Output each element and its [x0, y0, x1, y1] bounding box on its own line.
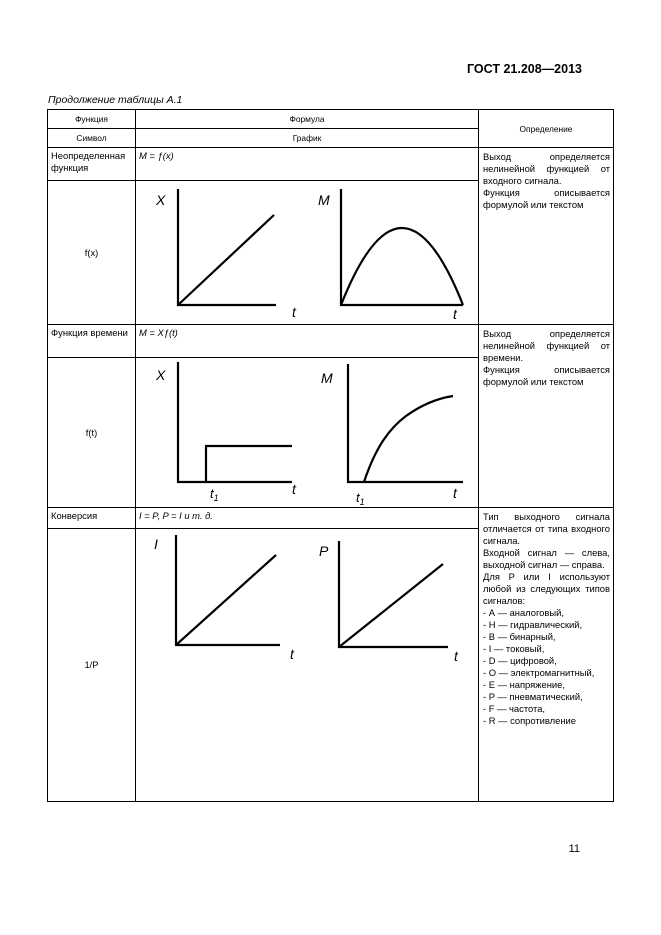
x-axis-label: t [292, 304, 296, 320]
linear-curve [178, 215, 274, 305]
table-row [48, 325, 614, 358]
definition-line: Выход определяется нелинейной функцией от входного сигнала. [483, 151, 610, 186]
definition-line: Функция описывается формулой или текстом [483, 187, 610, 210]
definition-line: - А — аналоговый, [483, 607, 564, 618]
graph-linear [154, 535, 295, 662]
header-formula: Формула [136, 110, 479, 129]
graph-linear [319, 541, 459, 664]
graph-panel [136, 529, 479, 801]
function-name: Функция времени [48, 325, 136, 358]
axes [176, 535, 280, 645]
step-curve [206, 446, 292, 482]
y-axis-label: M [318, 192, 330, 208]
graph-cell [136, 358, 479, 508]
formula: I = P, P = I и т. д. [136, 508, 479, 529]
function-name: Конверсия [48, 508, 136, 529]
standard-code: ГОСТ 21.208—2013 [466, 62, 582, 76]
definition-line: - R — сопротивление [483, 715, 576, 726]
tick-label: $t_1$ [210, 486, 219, 503]
definition-line: - D — цифровой, [483, 655, 557, 666]
definition-line: Тип выходного сигнала отличается от типа входного сигнала. [483, 511, 610, 546]
formula: M = Xƒ(t) [136, 325, 479, 358]
y-axis-label: P [319, 543, 329, 559]
definition-line: - E — напряжение, [483, 679, 565, 690]
tick-label: $t_1$ [356, 490, 365, 507]
axes [339, 541, 448, 647]
graph-parabola [318, 189, 463, 322]
header-function: Функция [48, 110, 136, 129]
definition-line: - O — электромагнитный, [483, 667, 595, 678]
table-row [48, 148, 614, 181]
definition [479, 148, 614, 325]
definition-line: - B — бинарный, [483, 631, 556, 642]
definition [479, 325, 614, 508]
graph-saturation [321, 364, 463, 507]
graph-cell [136, 529, 479, 802]
definition [479, 508, 614, 802]
x-axis-label: t [453, 485, 457, 501]
definition-line: - H — гидравлический, [483, 619, 583, 630]
definition-line: Входной сигнал — слева, выходной сигнал — справа. [483, 547, 610, 570]
definition-line: - P — пневматический, [483, 691, 583, 702]
graph-linear [155, 189, 297, 320]
axes [178, 362, 292, 482]
definition-line: Для P или I используют любой из следующих типов сигналов: [483, 571, 610, 606]
linear-curve [339, 564, 443, 647]
axes [348, 364, 463, 482]
graph-step [155, 362, 297, 503]
saturation-curve [364, 396, 453, 482]
definition-line: Выход определяется нелинейной функцией от времени. [483, 328, 610, 363]
symbol: f(x) [48, 181, 136, 325]
axes [341, 189, 463, 305]
definition-line: Функция описывается формулой или текстом [483, 364, 610, 387]
x-axis-label: t [454, 648, 458, 664]
formula: M = ƒ(x) [136, 148, 479, 181]
header-symbol: Символ [48, 129, 136, 148]
symbol: f(t) [48, 358, 136, 508]
graph-cell [136, 181, 479, 325]
axes [178, 189, 276, 305]
x-axis-label: t [290, 646, 294, 662]
function-name: Неопределенная функция [48, 148, 136, 181]
symbol: 1/P [48, 529, 136, 802]
definition-line: - I — токовый, [483, 643, 545, 654]
y-axis-label: X [156, 367, 166, 383]
header-definition: Определение [479, 110, 614, 148]
y-axis-label: M [321, 370, 333, 386]
x-axis-label: t [292, 481, 296, 497]
y-axis-label: X [156, 192, 166, 208]
y-axis-label: I [154, 536, 158, 552]
table-row [48, 508, 614, 529]
function-table [47, 109, 614, 802]
table-caption: Продолжение таблицы А.1 [48, 94, 183, 106]
page-number: 11 [568, 843, 580, 855]
x-axis-label: t [453, 306, 457, 322]
header-graph: График [136, 129, 479, 148]
graph-panel [136, 181, 479, 324]
graph-panel [136, 358, 479, 507]
linear-curve [176, 555, 276, 645]
definition-line: - F — частота, [483, 703, 546, 714]
parabola-curve [341, 228, 463, 305]
